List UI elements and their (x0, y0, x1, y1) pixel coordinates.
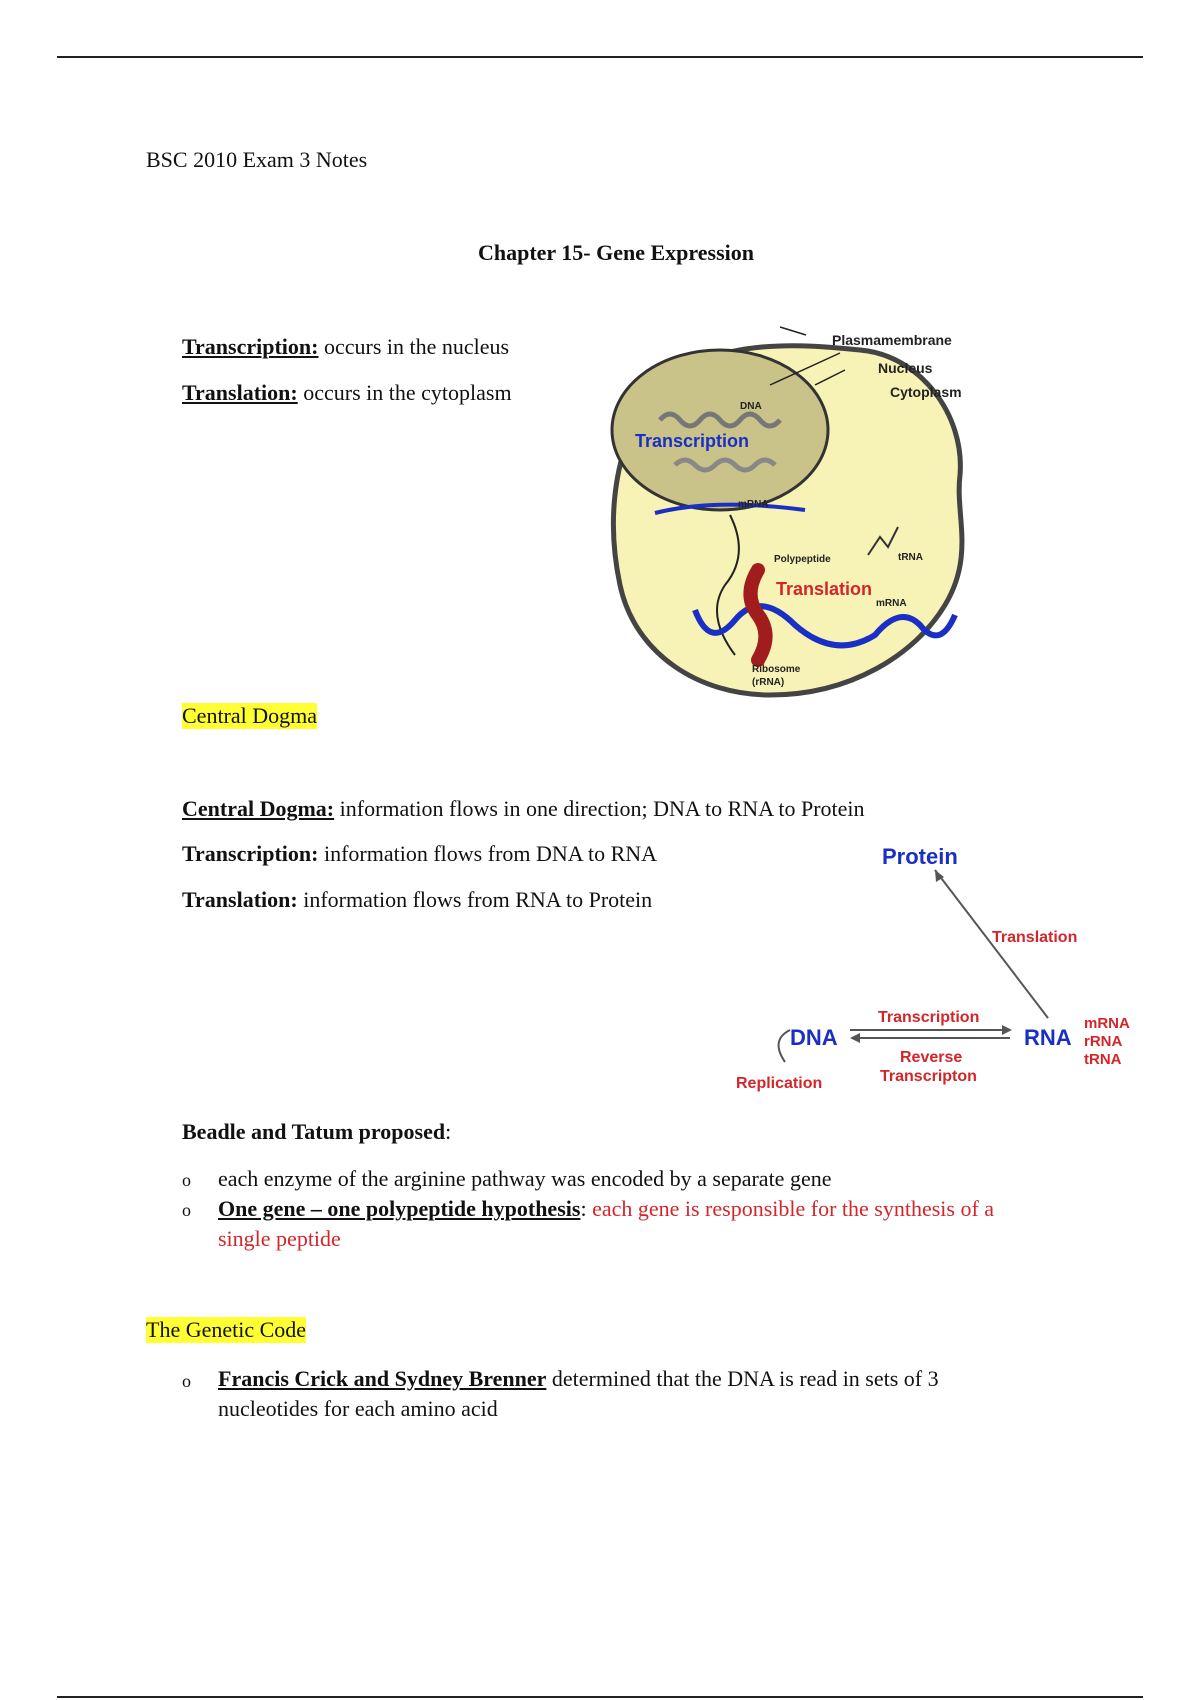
bullet-marker: o (182, 1170, 191, 1190)
central-dogma-heading: Central Dogma (182, 703, 318, 728)
bullet-marker: o (182, 1371, 191, 1391)
one-gene-term: One gene – one polypeptide hypothesis (218, 1196, 581, 1221)
label-replication: Replication (736, 1075, 823, 1092)
label-translation-arrow: Translation (992, 929, 1078, 946)
label-trna: tRNA (898, 552, 923, 563)
beadle-item-2-line-1 (218, 1196, 994, 1222)
central-dogma-def-line (182, 796, 865, 822)
label-rna: RNA (1024, 1025, 1072, 1050)
arrow-replication (779, 1030, 790, 1062)
dogma-transcription-line (182, 841, 657, 867)
one-gene-colon: : (580, 1196, 587, 1221)
arrowhead-transcription (1002, 1025, 1012, 1035)
transcription-text: occurs in the nucleus (318, 334, 510, 359)
transcription-term: Transcription: (182, 334, 319, 359)
label-rrna: (rRNA) (752, 677, 785, 688)
crick-brenner-term: Francis Crick and Sydney Brenner (218, 1366, 547, 1391)
label-transcription: Transcription (635, 431, 750, 451)
label-plasmamembrane: Plasmamembrane (832, 332, 952, 348)
translation-term: Translation: (182, 380, 298, 405)
crick-brenner-text: determined that the DNA is read in sets of 3 (546, 1366, 939, 1391)
label-dna: DNA (790, 1025, 838, 1050)
intro-transcription-line (182, 334, 509, 360)
dogma-translation-text: information flows from RNA to Protein (297, 887, 653, 912)
intro-translation-line (182, 380, 512, 406)
dogma-translation-term: Translation: (182, 887, 298, 912)
genetic-code-heading: The Genetic Code (146, 1317, 307, 1342)
beadle-item-1: each enzyme of the arginine pathway was encoded by a separate gene (218, 1166, 832, 1191)
label-mrna-cytoplasm: mRNA (876, 598, 907, 609)
label-translation: Translation (776, 579, 873, 599)
label-ribosome: Ribosome (752, 664, 801, 675)
bottom-rule (57, 1696, 1143, 1698)
dogma-transcription-text: information flows from DNA to RNA (318, 841, 658, 866)
cell-diagram (600, 325, 980, 705)
beadle-item-2-line-2: single peptide (218, 1226, 341, 1251)
arrowhead-reverse (850, 1033, 860, 1043)
central-dogma-term: Central Dogma: (182, 796, 335, 821)
label-polypeptide: Polypeptide (774, 554, 831, 565)
beadle-heading-colon: : (445, 1119, 452, 1144)
label-cytoplasm: Cytoplasm (890, 384, 962, 400)
genetic-code-item-1-line-2: nucleotides for each amino acid (218, 1396, 498, 1421)
label-mrna-nucleus: mRNA (738, 499, 769, 510)
label-nucleus: Nucleus (878, 360, 933, 376)
beadle-heading (182, 1119, 451, 1145)
dogma-translation-line (182, 887, 652, 913)
dogma-transcription-term: Transcription: (182, 841, 319, 866)
translation-text: occurs in the cytoplasm (297, 380, 512, 405)
beadle-heading-text: Beadle and Tatum proposed (182, 1119, 446, 1144)
bullet-marker: o (182, 1200, 191, 1220)
label-reverse: Reverse (900, 1049, 963, 1066)
course-header: BSC 2010 Exam 3 Notes (146, 147, 368, 172)
central-dogma-text: information flows in one direction; DNA to RNA to Protein (334, 796, 865, 821)
label-rrna: rRNA (1084, 1033, 1123, 1050)
label-transcription-arrow: Transcription (878, 1009, 980, 1026)
label-dna: DNA (740, 401, 762, 412)
label-transcripton: Transcripton (880, 1068, 977, 1085)
label-trna: tRNA (1084, 1051, 1122, 1068)
chapter-title: Chapter 15- Gene Expression (477, 240, 755, 265)
one-gene-text: each gene is responsible for the synthesis of a (586, 1196, 995, 1221)
arrow-plasmamembrane (780, 327, 806, 335)
label-protein: Protein (882, 844, 958, 869)
central-dogma-diagram (730, 840, 1150, 1100)
label-mrna: mRNA (1084, 1015, 1130, 1032)
top-rule (57, 56, 1143, 58)
genetic-code-item-1-line-1 (218, 1366, 939, 1392)
